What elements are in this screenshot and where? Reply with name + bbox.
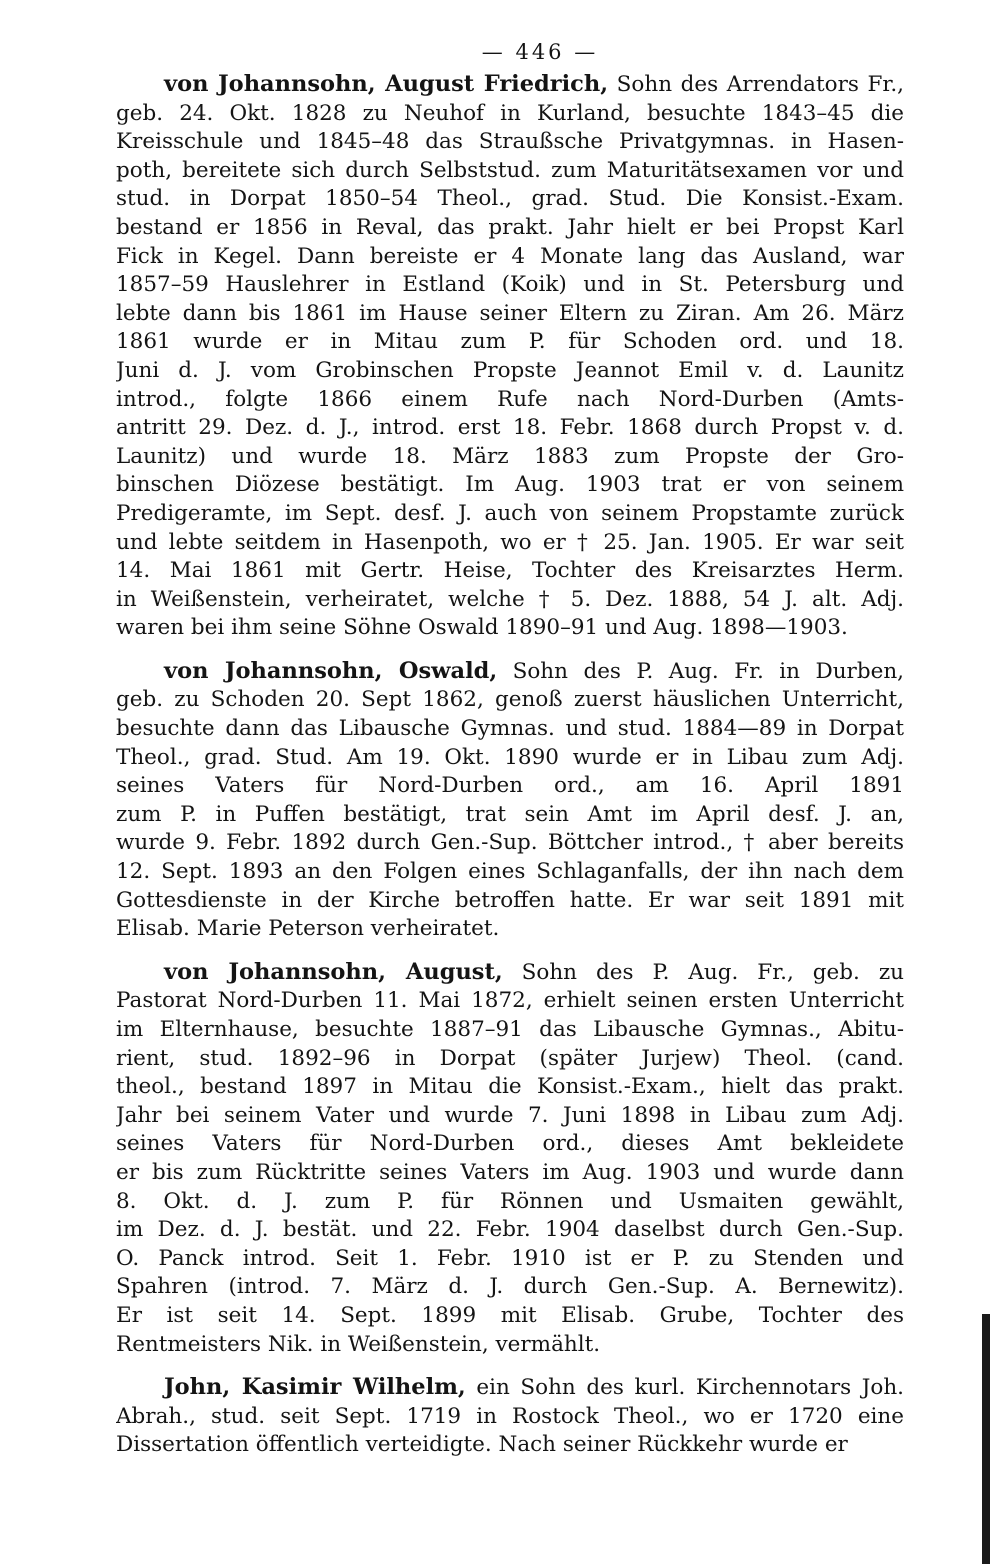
entry-text-line: Abrah., stud. seit Sept. 1719 in Rostock Theol., wo er 1720 eine <box>116 1403 904 1429</box>
entry-text-line: Gottesdienste in der Kirche betroffen hatte. Er war seit 1891 mit <box>116 887 904 913</box>
entry-text-line: im Elternhause, besuchte 1887–91 das Libausche Gymnas., Abitu- <box>116 1017 904 1042</box>
entry-text-line: lebte dann bis 1861 im Hause seiner Eltern zu Ziran. Am 26. März <box>116 300 904 326</box>
entry-text-line: waren bei ihm seine Söhne Oswald 1890–91 und Aug. 1898—1903. <box>116 615 848 641</box>
entry-text-line: bestand er 1856 in Reval, das prakt. Jahr hielt er bei Propst Karl <box>116 214 904 240</box>
entry-text-line: Elisab. Marie Peterson verheiratet. <box>116 916 500 942</box>
entry-text-line: Fick in Kegel. Dann bereiste er 4 Monate lang das Ausland, war <box>116 243 904 269</box>
entry-text-line: in Weißenstein, verheiratet, welche † 5. Dez. 1888, 54 J. alt. Adj. <box>116 586 904 612</box>
entry-text-line: antritt 29. Dez. d. J., introd. erst 18. Febr. 1868 durch Propst v. d. <box>116 415 904 441</box>
entry-text-line: 1861 wurde er in Mitau zum P. für Schoden ord. und 18. <box>116 329 904 355</box>
entry-heading-rest: ein Sohn des kurl. Kirchennotars Joh. <box>465 1375 904 1401</box>
entry-text-line: binschen Diözese bestätigt. Im Aug. 1903 trat er von seinem <box>116 472 904 498</box>
entry-heading: von Johannsohn, Oswald, <box>164 657 498 684</box>
entry-text-line: besuchte dann das Libausche Gymnas. und stud. 1884—89 in Dorpat <box>116 716 904 742</box>
biography-entry <box>116 958 904 1359</box>
entry-text-line: zum P. in Puffen bestätigt, trat sein Amt im April desf. J. an, <box>116 801 904 827</box>
entry-text-line: poth, bereitete sich durch Selbststud. zum Maturitätsexamen vor und <box>116 157 904 183</box>
entry-text-line: und lebte seitdem in Hasenpoth, wo er † 25. Jan. 1905. Er war seit <box>116 529 904 555</box>
entry-text-line: seines Vaters für Nord-Durben ord., dieses Amt bekleidete <box>116 1131 904 1157</box>
entry-text-line: Jahr bei seinem Vater und wurde 7. Juni 1898 in Libau zum Adj. <box>116 1102 904 1128</box>
entry-text-line: geb. zu Schoden 20. Sept 1862, genoß zuerst häuslichen Unterricht, <box>116 687 904 713</box>
entries-container <box>116 70 904 1460</box>
entry-text-line: theol., bestand 1897 in Mitau die Konsist.-Exam., hielt das prakt. <box>116 1074 904 1100</box>
entry-text-line: 8. Okt. d. J. zum P. für Rönnen und Usmaiten gewählt, <box>116 1188 904 1214</box>
entry-text-line: Dissertation öffentlich verteidigte. Nach seiner Rückkehr wurde er <box>116 1432 848 1458</box>
entry-first-line <box>116 1373 904 1403</box>
entry-text-line: Spahren (introd. 7. März d. J. durch Gen.-Sup. A. Bernewitz). <box>116 1274 904 1300</box>
entry-heading-rest: Sohn des Arrendators Fr., <box>608 72 904 97</box>
entry-text-line: rient, stud. 1892–96 in Dorpat (später Jurjew) Theol. (cand. <box>116 1045 904 1071</box>
entry-heading: von Johannsohn, August, <box>164 958 503 985</box>
entry-text-line: 14. Mai 1861 mit Gertr. Heise, Tochter des Kreisarztes Herm. <box>116 558 904 584</box>
biography-entry <box>116 70 904 643</box>
entry-heading: von Johannsohn, August Friedrich, <box>164 71 609 97</box>
entry-first-line <box>116 958 904 988</box>
entry-text-line: 12. Sept. 1893 an den Folgen eines Schlaganfalls, der ihn nach dem <box>116 859 904 885</box>
entry-first-line <box>116 70 904 100</box>
entry-text-line: 1857–59 Hauslehrer in Estland (Koik) und in St. Petersburg und <box>116 272 904 298</box>
entry-text-line: stud. in Dorpat 1850–54 Theol., grad. Stud. Die Konsist.-Exam. <box>116 186 904 212</box>
entry-text-line: wurde 9. Febr. 1892 durch Gen.-Sup. Böttcher introd., † aber bereits <box>116 830 904 856</box>
biography-entry <box>116 1373 904 1460</box>
entry-heading-rest: Sohn des P. Aug. Fr., geb. zu <box>502 959 904 985</box>
scan-edge-mark <box>982 1314 990 1564</box>
entry-text-line: Kreisschule und 1845–48 das Straußsche Privatgymnas. in Hasen- <box>116 129 904 155</box>
entry-heading-rest: Sohn des P. Aug. Fr. in Durben, <box>497 658 904 684</box>
entry-text-line: Theol., grad. Stud. Am 19. Okt. 1890 wurde er in Libau zum Adj. <box>116 744 904 770</box>
entry-text-line: Juni d. J. vom Grobinschen Propste Jeannot Emil v. d. Launitz <box>116 357 904 383</box>
entry-text-line: Er ist seit 14. Sept. 1899 mit Elisab. Grube, Tochter des <box>116 1302 904 1328</box>
entry-first-line <box>116 657 904 687</box>
biography-entry <box>116 657 904 944</box>
entry-text-line: er bis zum Rücktritte seines Vaters im Aug. 1903 und wurde dann <box>116 1159 904 1185</box>
entry-text-line: im Dez. d. J. bestät. und 22. Febr. 1904 daselbst durch Gen.-Sup. <box>116 1217 904 1243</box>
entry-text-line: O. Panck introd. Seit 1. Febr. 1910 ist er P. zu Stenden und <box>116 1245 904 1271</box>
page-number: — 446 — <box>481 40 599 64</box>
entry-text-line: geb. 24. Okt. 1828 zu Neuhof in Kurland, besuchte 1843–45 die <box>116 100 904 126</box>
entry-text-line: seines Vaters für Nord-Durben ord., am 16. April 1891 <box>116 773 904 799</box>
entry-text-line: Predigeramte, im Sept. desf. J. auch von seinem Propstamte zurück <box>116 500 904 526</box>
entry-text-line: Launitz) und wurde 18. März 1883 zum Propste der Gro- <box>116 443 904 469</box>
entry-heading: John, Kasimir Wilhelm, <box>164 1374 466 1401</box>
entry-text-line: introd., folgte 1866 einem Rufe nach Nord-Durben (Amts- <box>116 386 904 412</box>
entry-text-line: Pastorat Nord-Durben 11. Mai 1872, erhielt seinen ersten Unterricht <box>116 988 904 1014</box>
entry-text-line: Rentmeisters Nik. in Weißenstein, vermählt. <box>116 1331 601 1357</box>
